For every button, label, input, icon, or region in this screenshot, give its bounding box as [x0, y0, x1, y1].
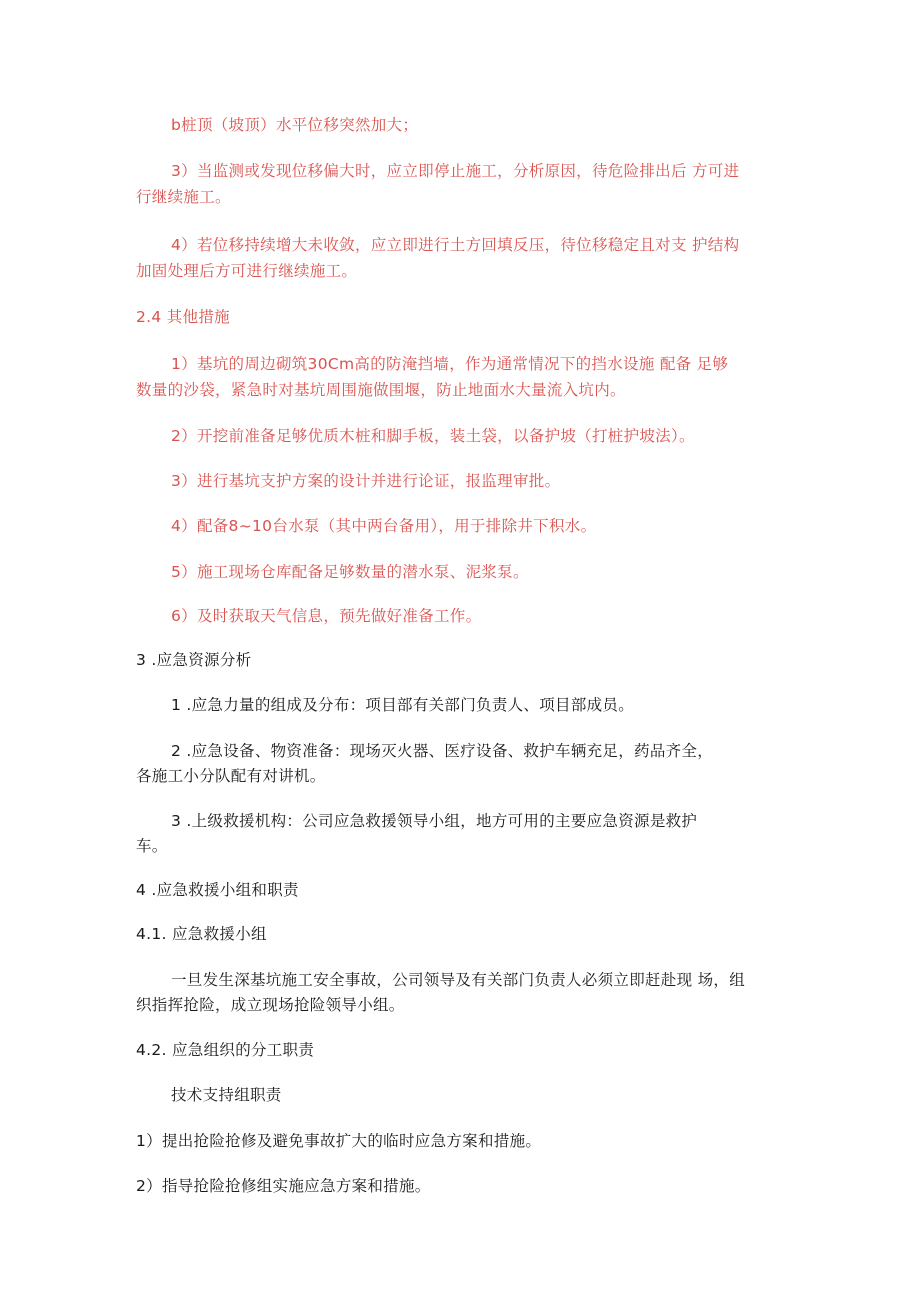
- text-line-3: 行继续施工。: [136, 188, 231, 206]
- text-line-27: 2）指导抢险抢修组实施应急方案和措施。: [136, 1177, 431, 1195]
- text-line-13: 6）及时获取天气信息，预先做好准备工作。: [171, 607, 482, 625]
- text-line-5: 加固处理后方可进行继续施工。: [136, 262, 358, 280]
- text-line-26: 1）提出抢险抢修及避免事故扩大的临时应急方案和措施。: [136, 1132, 542, 1150]
- text-line-18: 3 .上级救援机构：公司应急救援领导小组，地方可用的主要应急资源是救护: [171, 812, 698, 830]
- section-heading-4: 4 .应急救援小组和职责: [136, 881, 299, 899]
- section-heading-3: 3 .应急资源分析: [136, 651, 252, 669]
- text-line-19: 车。: [136, 837, 168, 855]
- text-line-11: 4）配备8~10台水泵（其中两台备用），用于排除井下积水。: [171, 517, 597, 535]
- text-line-16: 2 .应急设备、物资准备：现场灭火器、医疗设备、救护车辆充足，药品齐全，: [171, 742, 714, 760]
- text-line-9: 2）开挖前准备足够优质木桩和脚手板，装土袋，以备护坡（打桩护坡法）。: [171, 427, 695, 445]
- text-line-12: 5）施工现场仓库配备足够数量的潜水泵、泥浆泵。: [171, 563, 529, 581]
- text-line-7: 1）基坑的周边砌筑30Cm高的防淹挡墙，作为通常情况下的挡水设施 配备 足够: [171, 355, 729, 373]
- section-heading-4-2: 4.2. 应急组织的分工职责: [136, 1041, 315, 1059]
- text-line-22: 一旦发生深基坑施工安全事故，公司领导及有关部门负责人必须立即赶赴现 场，组: [171, 971, 746, 989]
- subheading-tech-support: 技术支持组职责: [171, 1086, 282, 1104]
- text-line-2: 3）当监测或发现位移偏大时，应立即停止施工，分析原因，待危险排出后 方可进: [171, 162, 740, 180]
- section-heading-2-4: 2.4 其他措施: [136, 308, 230, 326]
- text-line-8: 数量的沙袋，紧急时对基坑周围施做围堰，防止地面水大量流入坑内。: [136, 381, 626, 399]
- text-line-10: 3）进行基坑支护方案的设计并进行论证，报监理审批。: [171, 472, 561, 490]
- text-line-4: 4）若位移持续增大未收敛，应立即进行土方回填反压，待位移稳定且对支 护结构: [171, 236, 740, 254]
- text-line-23: 织指挥抢险，成立现场抢险领导小组。: [136, 996, 405, 1014]
- section-heading-4-1: 4.1. 应急救援小组: [136, 925, 267, 943]
- text-line-17: 各施工小分队配有对讲机。: [136, 767, 326, 785]
- text-line-1: b桩顶（坡顶）水平位移突然加大；: [171, 116, 419, 134]
- text-line-15: 1 .应急力量的组成及分布：项目部有关部门负责人、项目部成员。: [171, 696, 635, 714]
